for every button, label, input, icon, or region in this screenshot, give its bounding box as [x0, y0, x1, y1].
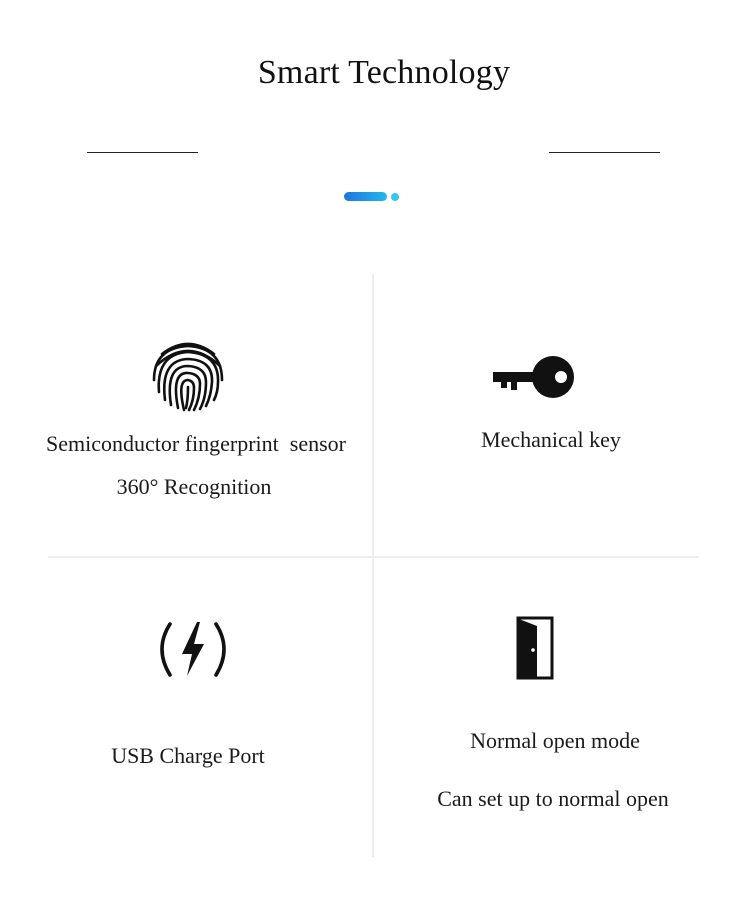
feature-normal-open-line-1: Normal open mode [470, 728, 640, 753]
title-rule-left [87, 152, 198, 153]
grid-divider-vertical [372, 274, 374, 857]
title-rule-right [549, 152, 660, 153]
feature-usb-charge-line-1: USB Charge Port [111, 743, 265, 768]
key-icon [491, 354, 577, 400]
feature-normal-open-line-2: Can set up to normal open [437, 786, 669, 811]
accent-dot [391, 193, 399, 201]
feature-fingerprint-line-1: Semiconductor fingerprint sensor [46, 431, 346, 456]
door-icon [515, 616, 555, 680]
feature-fingerprint-line-2: 360° Recognition [116, 474, 272, 499]
feature-mechanical-key-line-1: Mechanical key [481, 427, 621, 452]
usb-charge-icon [156, 620, 230, 678]
grid-divider-horizontal [48, 556, 699, 558]
fingerprint-icon [150, 338, 226, 412]
accent-bar [344, 192, 387, 201]
page-title: Smart Technology [257, 54, 511, 91]
